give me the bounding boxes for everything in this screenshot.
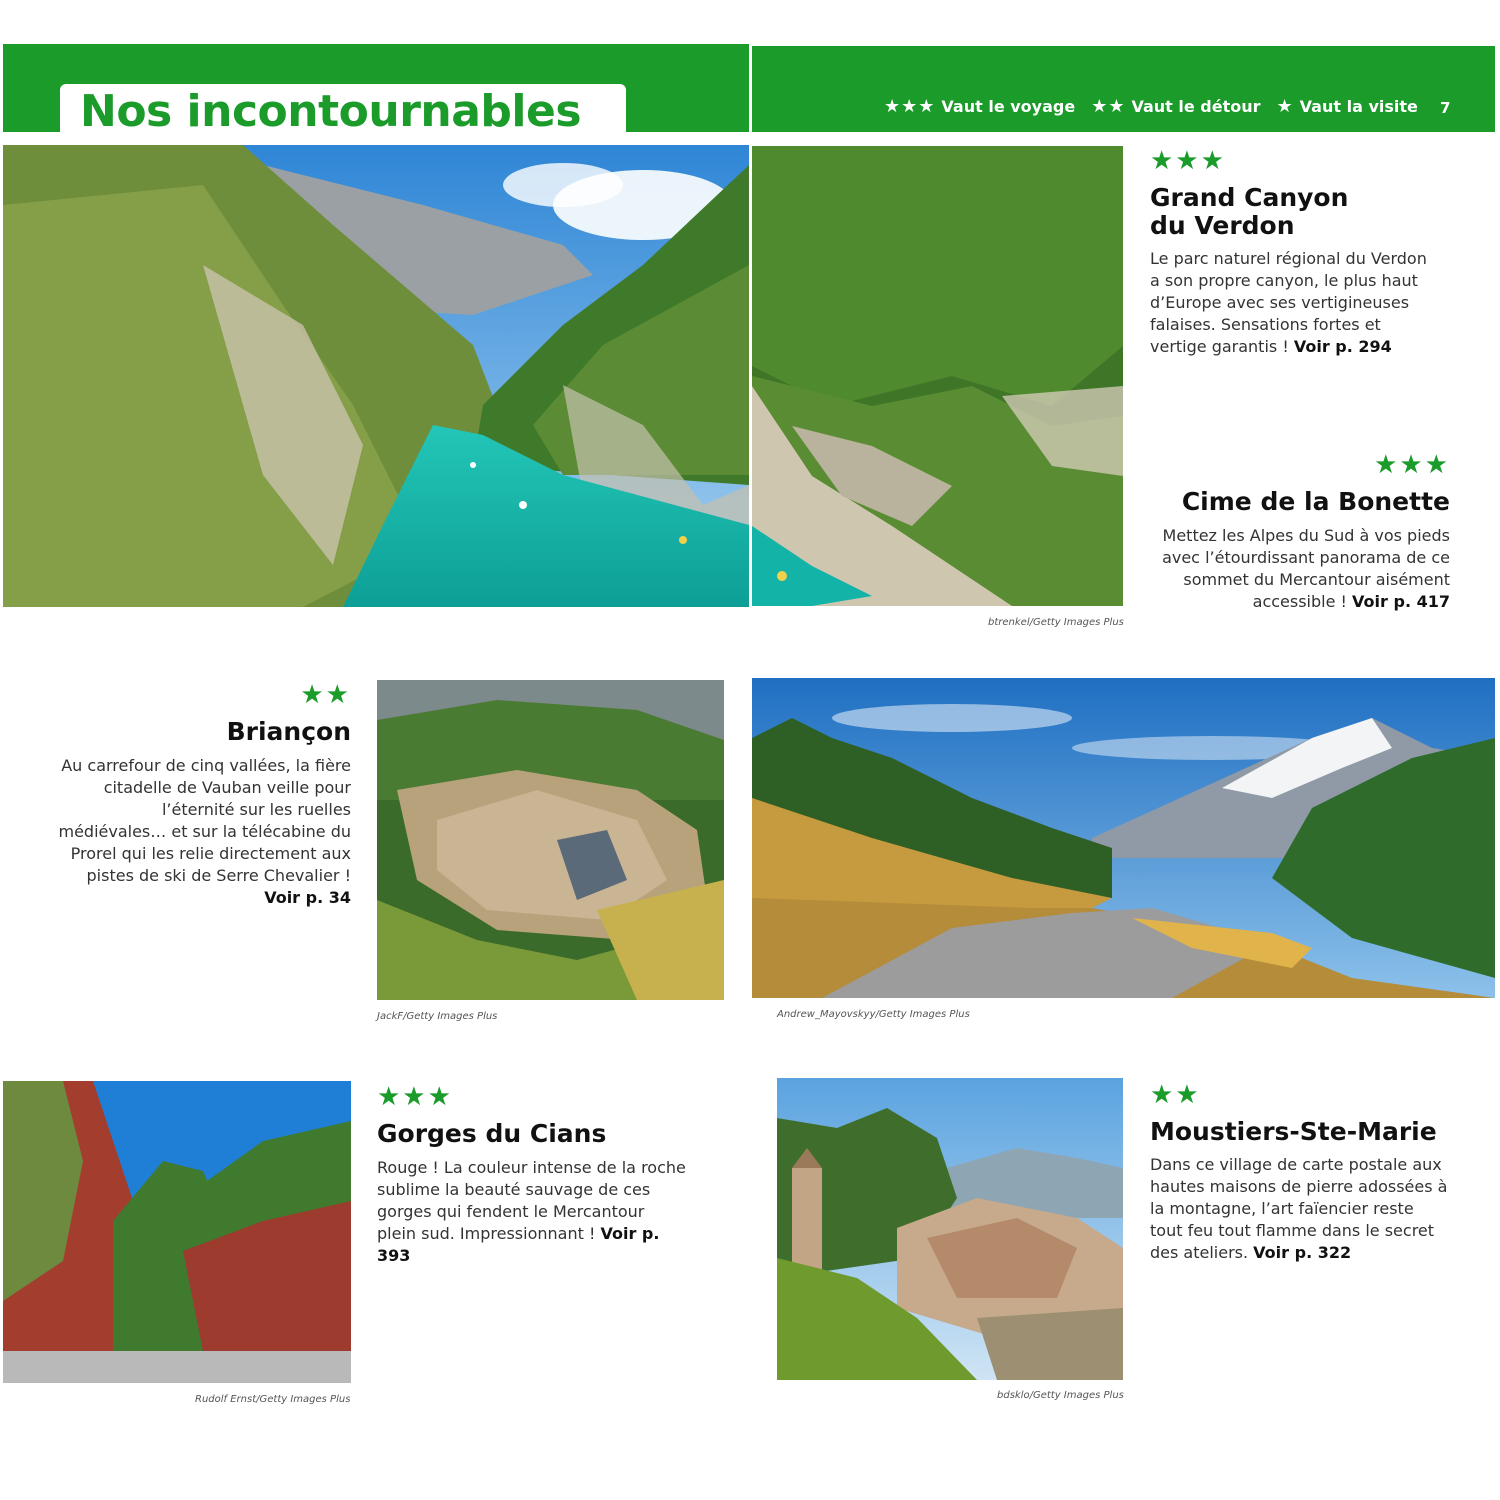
moustiers-title: Moustiers-Ste-Marie	[1150, 1117, 1437, 1146]
briancon-rating-stars: ★★	[300, 680, 351, 710]
cians-photo	[3, 1081, 351, 1383]
page-title: Nos incontournables	[80, 86, 582, 137]
moustiers-credit: bdsklo/Getty Images Plus	[997, 1390, 1124, 1401]
three-stars-icon: ★★★	[884, 96, 936, 117]
one-star-icon: ★	[1276, 96, 1294, 117]
cians-title: Gorges du Cians	[377, 1119, 607, 1148]
moustiers-rating-stars: ★★	[1150, 1080, 1201, 1110]
briancon-credit: JackF/Getty Images Plus	[377, 1011, 498, 1022]
briancon-title: Briançon	[226, 717, 351, 746]
cians-rating-stars: ★★★	[377, 1082, 453, 1112]
bonette-page-ref: Voir p. 417	[1352, 592, 1450, 611]
legend-item-3: ★★★ Vaut le voyage	[884, 96, 1076, 117]
verdon-photo-right	[752, 146, 1123, 606]
moustiers-description: Dans ce village de carte postale aux hautes maisons de pierre adossées à la montagne, l’art faïencier reste tout feu tout flamme dans le secret des ateliers. Voir p. 322	[1150, 1155, 1448, 1262]
bonette-rating-stars: ★★★	[1374, 450, 1450, 480]
verdon-credit: btrenkel/Getty Images Plus	[988, 617, 1124, 628]
verdon-title: Grand Canyon du Verdon	[1150, 183, 1349, 240]
briancon-description: Au carrefour de cinq vallées, la fière citadelle de Vauban veille pour l’éternité sur les ruelles médiévales… et sur la télécabine du Prorel qui les relie directement aux pistes de ski de Serre Chevalier ! Voir p. 34	[58, 756, 351, 907]
briancon-page-ref: Voir p. 34	[264, 888, 351, 907]
verdon-description: Le parc naturel régional du Verdon a son propre canyon, le plus haut d’Europe avec ses vertigineuses falaises. Sensations fortes et vertige garantis ! Voir p. 294	[1150, 249, 1427, 356]
briancon-photo	[377, 680, 724, 1000]
cians-credit: Rudolf Ernst/Getty Images Plus	[195, 1394, 351, 1405]
page-number: 7	[1440, 99, 1451, 117]
verdon-rating-stars: ★★★	[1150, 146, 1226, 176]
rating-legend	[884, 96, 1418, 117]
legend-item-1: ★ Vaut la visite	[1276, 96, 1418, 117]
moustiers-photo	[777, 1078, 1123, 1380]
cians-description: Rouge ! La couleur intense de la roche sublime la beauté sauvage de ces gorges qui fendent le Mercantour plein sud. Impressionnant ! Voir p. 393	[377, 1158, 686, 1265]
bonette-credit: Andrew_Mayovskyy/Getty Images Plus	[777, 1009, 970, 1020]
verdon-page-ref: Voir p. 294	[1293, 337, 1392, 356]
header-bar-right	[752, 46, 1495, 132]
moustiers-page-ref: Voir p. 322	[1253, 1243, 1352, 1262]
legend-item-2: ★★ Vaut le détour	[1091, 96, 1261, 117]
two-stars-icon: ★★	[1091, 96, 1126, 117]
bonette-description: Mettez les Alpes du Sud à vos pieds avec l’étourdissant panorama de ce sommet du Mercantour aisément accessible ! Voir p. 417	[1162, 526, 1450, 611]
bonette-title: Cime de la Bonette	[1181, 487, 1450, 516]
cians-page-ref: Voir p. 393	[377, 1224, 660, 1265]
bonette-photo	[752, 678, 1495, 998]
verdon-photo-left	[3, 145, 749, 607]
